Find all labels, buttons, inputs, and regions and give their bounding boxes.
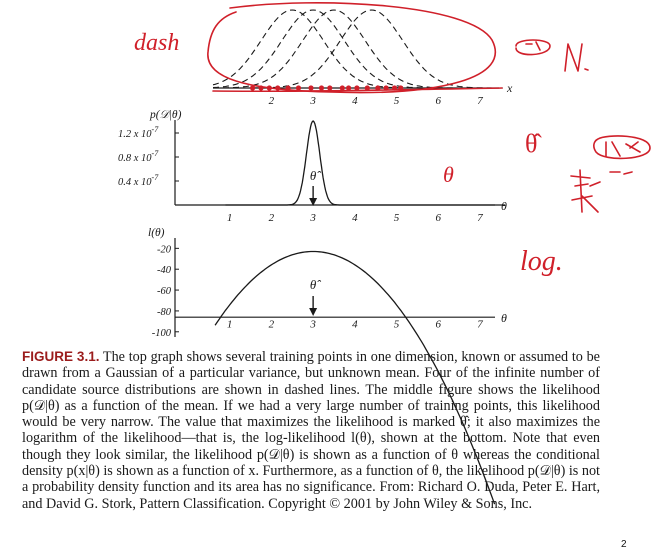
likelihood-y-tick-exponent: -7 — [151, 125, 159, 134]
log-likelihood-y-tick: -20 — [157, 244, 171, 256]
likelihood-y-tick: 1.2 x $10^{-7}$ — [118, 125, 159, 140]
annotation-dash-label: dash — [134, 30, 180, 56]
training-point-9 — [327, 85, 332, 90]
training-point-7 — [308, 85, 313, 90]
candidate-distribution-1 — [213, 10, 505, 88]
caption-lead: FIGURE 3.1. — [22, 349, 100, 364]
caption-text: The top graph shows several training points in one dimension, known or assumed to be drawn from a Gaussian of a particular variance, but unknown mean. Four of the infinite number of candidate source distributions are shown in dashed lines. The middle figure shows the likelihood p(𝒟|θ) as a function of the mean. If we had a very large number of training points, this likelihood would be very narrow. The value that maximizes the likelihood is marked θ̂; it also maximizes the logarithm of the likelihood—that is, the log-likelihood l(θ), shown at the bottom. Note that even though they look similar, the likelihood p(𝒟|θ) is shown as a function of θ whereas the conditional density p(x|θ) is shown as a function of x. Furthermore, as a function of θ, the likelihood p(𝒟|θ) is not a probability density function and its area has no significance. From: Richard O. Duda, Peter E. Hart, and David G. Stork, Pattern Classification. Copyright © 2001 by John Wiley & Sons, Inc. — [22, 349, 600, 512]
likelihood-curve — [226, 121, 506, 205]
log-likelihood-x-tick-5: 5 — [393, 318, 400, 331]
page-number: 2 — [621, 539, 627, 550]
annotation-theta-hat: θ̂ — [525, 129, 538, 158]
log-likelihood-y-tick: -100 — [151, 327, 171, 339]
candidate-distribution-2 — [213, 10, 505, 88]
figure-caption — [22, 349, 600, 512]
log-likelihood-x-tick-6: 6 — [435, 318, 442, 331]
annotation-N-dot — [585, 69, 588, 70]
log-likelihood-x-label: θ — [501, 311, 507, 326]
likelihood-x-tick-7: 7 — [477, 212, 483, 224]
annotation-ellipse — [208, 3, 495, 93]
likelihood-x-tick-4: 4 — [352, 212, 358, 224]
annotation-box-marks — [606, 142, 640, 156]
log-likelihood-y-label: l(θ) — [148, 227, 165, 239]
likelihood-x-tick-3: 3 — [310, 212, 316, 224]
likelihood-y-tick-exponent: -7 — [151, 173, 159, 182]
likelihood-x-tick-5: 5 — [393, 212, 400, 224]
top-x-ticks — [269, 95, 484, 107]
annotation-circle-box — [594, 136, 650, 158]
log-likelihood-y-tick: -60 — [157, 286, 171, 298]
likelihood-theta-hat-label: θ̂ — [309, 168, 317, 183]
likelihood-y-tick: 0.8 x $10^{-7}$ — [118, 149, 159, 164]
training-point-8 — [319, 85, 324, 90]
top-x-tick-3: 3 — [310, 95, 316, 107]
annotation-glyph-zhu — [571, 170, 600, 212]
handwritten-annotations — [134, 3, 650, 277]
likelihood-x-ticks — [227, 212, 483, 224]
log-likelihood-x-ticks — [227, 319, 483, 331]
annotation-N — [565, 44, 582, 71]
annotation-log: log. — [520, 246, 563, 277]
annotation-circle-theta-mean — [516, 40, 550, 55]
likelihood-y-tick: 0.4 x $10^{-7}$ — [118, 173, 159, 188]
top-x-tick-6: 6 — [435, 95, 442, 107]
likelihood-x-tick-2: 2 — [268, 212, 275, 224]
likelihood-y-tick-exponent: -7 — [151, 149, 159, 158]
annotation-circle-theta-inner — [526, 42, 540, 50]
top-x-tick-2: 2 — [268, 95, 275, 107]
annotation-theta: θ — [443, 162, 454, 187]
log-likelihood-x-tick-3: 3 — [310, 318, 316, 331]
log-likelihood-x-tick-7: 7 — [477, 318, 483, 331]
log-likelihood-y-tick: -40 — [157, 265, 171, 277]
top-x-tick-4: 4 — [352, 95, 358, 107]
top-x-tick-7: 7 — [477, 95, 483, 107]
annotation-small-scribble — [610, 172, 632, 174]
likelihood-x-tick-1: 1 — [226, 212, 233, 224]
log-likelihood-x-tick-1: 1 — [226, 318, 233, 331]
likelihood-y-ticks — [118, 125, 179, 188]
log-likelihood-x-tick-2: 2 — [268, 318, 275, 331]
candidate-distribution-3 — [213, 10, 505, 88]
log-likelihood-x-tick-4: 4 — [352, 318, 358, 331]
top-x-axis-label: x — [507, 81, 513, 95]
likelihood-y-label: p(𝒟|θ) — [150, 109, 182, 121]
log-likelihood-theta-hat-label: θ̂ — [309, 277, 317, 292]
likelihood-x-tick-6: 6 — [435, 212, 442, 224]
likelihood-x-label: θ — [501, 199, 507, 213]
log-likelihood-max-arrowhead — [309, 308, 317, 316]
candidate-distributions — [213, 10, 505, 88]
candidate-distribution-4 — [213, 10, 505, 88]
log-likelihood-y-tick: -80 — [157, 306, 171, 318]
top-x-tick-5: 5 — [393, 95, 400, 107]
